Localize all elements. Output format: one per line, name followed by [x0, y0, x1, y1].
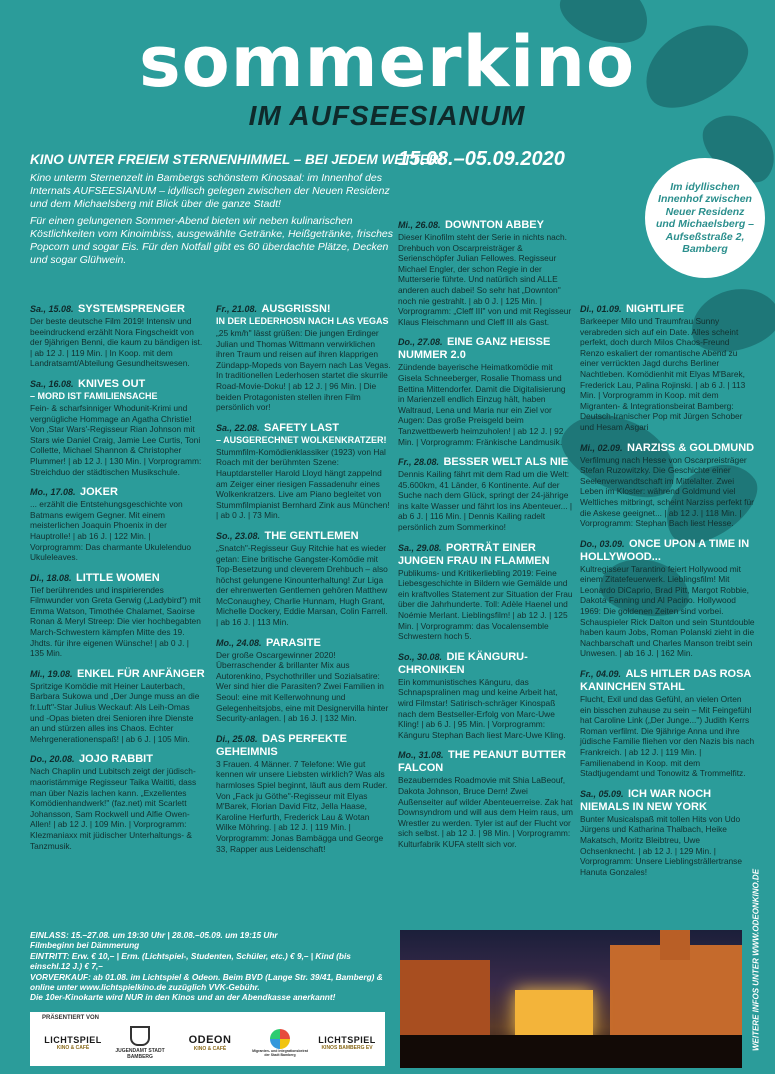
film-heading: [216, 636, 391, 649]
film-date: Fr., 21.08.: [216, 304, 258, 314]
logo-text: LICHTSPIEL: [318, 1035, 376, 1045]
lichtspiel-ev-logo: [312, 1026, 382, 1060]
film-heading: [30, 302, 205, 315]
program-column: [398, 218, 573, 858]
film-date: Sa., 15.08.: [30, 304, 74, 314]
film-entry: [398, 541, 573, 642]
film-title: DOWNTON ABBEY: [444, 219, 544, 231]
sponsor-label: PRÄSENTIERT VON: [42, 1015, 100, 1021]
open-air-cinema-photo: [400, 930, 742, 1068]
film-title: PARASITE: [265, 636, 321, 649]
film-date: Mo., 17.08.: [30, 487, 76, 498]
cinema-screen: [515, 990, 593, 1038]
film-description: Spritzige Komödie mit Heiner Lauterbach, Barbara Sukowa und „Der Junge muss an die fr.Luft"-Star Julius Weckauf: Als Leih-Omas und -Opas bieten drei Senioren ihre Dienste an und stürzen alles ins Chaos. Echter Mehrgenerationenspaß! | ab 6 J. | 105 Min.: [30, 680, 200, 744]
film-description: Flucht, Exil und das Gefühl, an vielen Orten ein bisschen zuhause zu sein – Mit Feingefühl hat Caroline Link („Der Junge...") Judith Kerrs Roman verfilmt. Die 9jährige Anna und ihre jüdische Familie fliehen vor den Nazis bis nach Frankreich. | ab 12 J. | 119 Min. | Familienabend in Koop. mit dem Stadtjugendamt und Tonowitz & Trommelfitz.: [580, 694, 755, 779]
jugendamt-logo: [110, 1026, 170, 1060]
side-info: [746, 870, 766, 1050]
film-entry: [30, 377, 205, 477]
intro-paragraph: Für einen gelungenen Sommer-Abend bieten wir neben kulinarischen Köstlichkeiten vom Kinoimbiss, ausgewählte Getränke, Heißgetränke, frisches Popcorn und sogar Eis. Für den Notfall gibt es 60 überdachte Plätze, Decken und sogar Glühwein.: [30, 215, 393, 266]
film-title: JOJO RABBIT: [78, 753, 153, 766]
film-date: Do., 03.09.: [580, 538, 625, 549]
film-entry: [398, 335, 573, 447]
film-date: Di., 25.08.: [216, 733, 258, 744]
film-description: Kultregisseur Tarantino feiert Hollywood mit einem Zitatefeuerwerk. Lieblingsfilm! Mit Leonardo DiCaprio, Brad Pitt, Margot Robbie, Dakota Fanning und Al Pacino. Hollywood 1969: Die goldenen Zeiten sind vorbei. Schauspieler Rick Dalton und sein Stuntdouble haben kaum Jobs, Roman Polanski zieht in die Nachbarschaft und Charles Manson treibt sein Unwesen. | ab 16 J. | 162 Min.: [580, 563, 755, 659]
film-heading: [30, 377, 205, 390]
program-column: [216, 302, 391, 862]
film-subtitle: – MORD IST FAMILIENSACHE: [30, 390, 158, 401]
film-title: THE GENTLEMEN: [264, 529, 359, 542]
film-date: Do., 20.08.: [30, 754, 75, 765]
film-entry: [216, 636, 391, 724]
film-description: Dennis Kailing fährt mit dem Rad um die Welt: 45.600km, 41 Länder, 6 Kontinente. Auf der Suche nach dem Glück, springt der 24-jährige ins kalte Wasser und fährt los ins Abenteuer... | ab 6 J. | 116 Min. | Dennis Kailing radelt persönlich zum Sommerkino!: [398, 469, 573, 533]
film-heading: [398, 650, 573, 676]
film-date: Mi., 19.08.: [30, 668, 73, 679]
film-date: So., 23.08.: [216, 530, 261, 541]
film-title: ALS HITLER DAS ROSA KANINCHEN STAHL: [580, 668, 751, 694]
film-description: Fein- & scharfsinniger Whodunit-Krimi und vergnügliche Hommage an Agatha Christie! Von ‚Star Wars'-Regisseur Rian Johnson mit Stars wie Daniel Craig, Jamie Lee Curtis, Toni Collette, Michael Shannon & Christopher Plummer! | ab 12 J. | 130 Min. | Vorprogramm: Streichduo der städtischen Musikschule.: [30, 402, 202, 477]
info-line: Die 10er-Kinokarte wird NUR in den Kinos und an der Abendkasse anerkannt!: [30, 992, 336, 1003]
info-line: Filmbeginn bei Dämmerung: [30, 940, 140, 951]
film-description: Verfilmung nach Hesse von Oscarpreisträger Stefan Ruzowitzky. Die Geschichte einer Seelenverwandtschaft im Mittelalter. Zwei Leben im Kloster: während Goldmund viel Weltliches mitbringt, scheint Narziss perfekt für die Askese geeignet... | ab 12 J. | 118 Min. | Vorprogramm: Stephan Bach liest Hesse.: [580, 454, 754, 529]
film-entry: [398, 650, 573, 741]
audience-silhouette: [400, 1035, 742, 1068]
film-entry: [580, 537, 755, 659]
film-title: DAS PERFEKTE GEHEIMNIS: [216, 732, 347, 758]
film-description: Der beste deutsche Film 2019! Intensiv und beeindruckend erzählt Nora Fingscheidt von der 9jährigen Benni, die kaum zu bändigen ist. | ab 12 J. | 119 Min. | In Koop. mit dem Landratsamt/Abteilung Gesundheitswesen.: [30, 316, 203, 369]
film-title: AUSGRISSN!: [261, 303, 331, 315]
film-title: NIGHTLIFE: [625, 303, 685, 315]
location-text: Im idyllischen Innenhof zwischen Neuer Residenz und Michaelsberg – Aufseßstraße 2, Bamberg: [655, 180, 755, 255]
film-heading: [580, 537, 755, 563]
film-description: Bezauberndes Roadmovie mit Shia LaBeouf, Dakota Johnson, Bruce Dern! Zwei Außenseiter auf wilder Abenteuerreise. Zak hat Downsyndrom und will aus dem Heim raus, um Wrestler zu werden. Tyler ist auf der Flucht vor sich selbst. | ab 12 J. | 98 Min. | Vorprogramm: Kulturfabrik KUFA stellt sich vor.: [398, 775, 574, 849]
film-heading: [580, 441, 755, 454]
film-heading: [398, 541, 573, 567]
film-description: Stummfilm-Komödienklassiker (1923) von Hal Roach mit der berühmten Szene: Hauptdarsteller Harold Lloyd hängt zappelnd am Zeiger einer riesigen Fassadenuhr eines Wolkenkratzers. Live am Piano begleitet von Stummfilmpianist Bernhard Zink aus München! | ab 0 J. | 73 Min.: [216, 446, 390, 521]
side-info-text: WEITERE INFOS UNTER WWW.ODEONKINO.DE: [751, 868, 761, 1052]
film-date: Mi., 02.09.: [580, 442, 623, 453]
film-description: Publikums- und Kritikerliebling 2019: Feine Liebesgeschichte in Bildern wie Gemälde und ein kraftvolles Statement zur Situation der Frau über die Jahrhunderte. Toll: Adèle Haenel und Noémie Merlant. Lieblingsfilm! | ab 12 J. | 125 Min. | Vorprogramm: das Vocalensemble Schwestern hoch 5.: [398, 567, 573, 642]
film-description: Nach Chaplin und Lubitsch zeigt der jüdisch-maoristämmige Regisseur Taika Waititi, dass man über Nazis lachen kann. „Exzellentes Komödienhandwerk!" (faz.net) mit Scarlett Johansson, Sam Rockwell und Alfie Owen-Allen! | ab 12 J. | 109 Min. | Vorprogramm: Klezmaniaxx mit jüdischer Unterhaltungs- & Tanzmusik.: [30, 766, 197, 851]
film-entry: [216, 732, 391, 854]
film-title: PORTRÄT EINER JUNGEN FRAU IN FLAMMEN: [398, 541, 550, 567]
film-title: DIE KÄNGURU-CHRONIKEN: [398, 650, 528, 676]
film-description: „25 km/h" lässt grüßen: Die jungen Erdinger Julian und Thomas Wittmann verwirklichen ihren Traum und reisen auf ihren klapprigen Zündapp-Mopeds von Bayern nach Las Vegas. In traditionellen Lederhosen startet die skurrile Road-Movie-Doku! | ab 12 J. | 96 Min. | Die beiden Protagonisten stellen ihren Film persönlich vor!: [216, 328, 391, 413]
sponsor-box: [30, 1012, 385, 1066]
film-description: Dieser Kinofilm steht der Serie in nichts nach. Drehbuch von Oscarpreisträger & Serienschöpfer Julian Fellowes. Regisseur Michael Engler, der schon Regie in der Mutterserie führte. Und natürlich sind ALLE anderen auch dabei! So sehr hat „Downton" noch nie gestrahlt. | ab 0 J. | 125 Min. | Vorprogramm: „Cleff III" von und mit Regisseur Klaus Fleischmann und Cleff III als Gast.: [398, 232, 572, 327]
film-date: Mo., 31.08.: [398, 750, 444, 761]
film-heading: [30, 667, 205, 680]
film-title: SAFETY LAST: [264, 421, 339, 434]
film-entry: [30, 571, 205, 659]
date-range: 15.08.–05.09.2020: [398, 148, 565, 170]
film-date: Fr., 04.09.: [580, 669, 622, 680]
film-date: Sa., 05.09.: [580, 788, 624, 799]
film-heading: [216, 302, 391, 315]
logo-text: ODEON: [188, 1034, 232, 1046]
film-subtitle: – AUSGERECHNET WOLKENKRATZER!: [216, 434, 387, 445]
film-description: Barkeeper Milo und Traumfrau Sunny verabreden sich auf ein Date. Alles scheint perfekt, doch durch Milos Chaos-Freund Renzo eskaliert der romantische Abend zu einer verrückten Jagd durchs Berliner Nachtleben. Komödienhit mit Elyas M'Barek, Frederick Lau, Palina Rojinski. | ab 6 J. | 113 Min. | Vorprogramm in Koop. mit dem Migranten- & Integrationsbeirat Bamberg: Deutsch-Iranischer Pop mit Jürgen Schober und Hesam Asgari: [580, 316, 746, 432]
film-entry: [580, 787, 755, 878]
film-heading: [398, 218, 573, 231]
film-title: KNIVES OUT: [78, 377, 146, 390]
film-heading: [216, 529, 391, 542]
film-heading: [30, 752, 205, 765]
film-date: Fr., 28.08.: [398, 457, 440, 468]
film-title: THE PEANUT BUTTER FALCON: [398, 749, 566, 775]
film-entry: [30, 667, 205, 745]
film-entry: [30, 485, 205, 563]
film-title: ENKEL FÜR ANFÄNGER: [76, 667, 205, 680]
odeon-logo: [175, 1026, 245, 1060]
film-heading: [398, 335, 573, 361]
film-title: ONCE UPON A TIME IN HOLLYWOOD...: [580, 537, 750, 563]
film-title: JOKER: [79, 486, 118, 499]
film-heading: [216, 732, 391, 758]
film-date: Sa., 16.08.: [30, 378, 74, 389]
film-entry: [30, 752, 205, 851]
film-description: ... erzählt die Entstehungsgeschichte von Batmans ewigem Gegner. Mit einem meisterlichen Joaquin Phoenix in der Hauptrolle! | ab 16 J. | 122 Min. | Vorprogramm: Das charmante Ukulelenduo Ukuleleaves.: [30, 499, 192, 563]
film-subtitle: IN DER LEDERHOSN NACH LAS VEGAS: [216, 316, 389, 326]
film-date: Mo., 24.08.: [216, 637, 262, 648]
info-line: EINLASS: 15.–27.08. um 19:30 Uhr | 28.08.–05.09. um 19:15 Uhr: [30, 930, 278, 940]
film-entry: [580, 441, 755, 529]
film-title: EINE GANZ HEISSE NUMMER 2.0: [398, 336, 551, 362]
headline: KINO UNTER FREIEM STERNENHIMMEL – BEI JEDEM WETTER!: [30, 152, 444, 167]
film-title: NARZISS & GOLDMUND: [626, 441, 755, 454]
film-date: Di., 18.08.: [30, 572, 72, 583]
film-entry: [30, 302, 205, 369]
film-entry: [398, 218, 573, 327]
logo-subtext: KINO & CAFÉ: [56, 1045, 90, 1051]
film-heading: [398, 455, 573, 468]
poster-subtitle: IM AUFSEESIANUM: [248, 100, 526, 131]
film-heading: [398, 748, 573, 774]
building-shape: [400, 960, 490, 1040]
logo-subtext: KINO & CAFÉ: [193, 1046, 227, 1052]
film-title: LITTLE WOMEN: [75, 571, 160, 584]
intro-text: [30, 172, 398, 271]
film-entry: [216, 529, 391, 628]
film-description: Der große Oscargewinner 2020! Überraschender & brillanter Mix aus Autorenkino, Psychothriller und Sozialsatire: Wer sind hier die Parasiten? Zwei Familien in Seoul: eine mit Kellerwohnung und Gelegenheitsjobs, eine mit Designervilla hinter Security-anlagen. | ab 16 J. | 132 Min.: [216, 649, 389, 724]
logo-subtext: JUGENDAMT STADT BAMBERG: [115, 1048, 165, 1060]
film-entry: [398, 748, 573, 849]
admission-info: [30, 930, 390, 1003]
film-date: Di., 01.09.: [580, 304, 622, 314]
film-date: Sa., 29.08.: [398, 542, 442, 553]
film-description: Tief berührendes und inspirierendes Filmwunder von Greta Gerwig („Ladybird") mit Emma Watson, Timothée Chalamet, Saoirse Ronan & Meryl Streep: Die vier hochbegabten March-Schwestern kämpfen Mitte des 19. Jhdts. für ihre eigenen Wünsche! | ab 0 J. | 135 Min.: [30, 584, 201, 659]
film-entry: [580, 302, 755, 433]
film-description: 3 Frauen. 4 Männer. 7 Telefone: Wie gut kennen wir unsere Liebsten wirklich? Was als harmloses Spiel beginnt, läuft aus dem Ruder. Von „Fack ju Göthe"-Regisseur mit Elyas M'Barek, Florian David Fitz, Jella Haase, Karoline Herfurth, Frederick Lau & Wotan Wilke Möhring. | ab 12 J. | 119 Min. | Vorprogramm: Jonas Bambägga und George 33, Rapper aus Leidenschaft!: [216, 758, 388, 854]
intro-paragraph: Kino unterm Sternenzelt in Bambergs schönstem Kinosaal: im Innenhof des Internats AUFSEESIANUM – idyllisch gelegen zwischen der Neuen Residenz und dem Michaelsberg mit Blick über die ganze Stadt!: [30, 172, 390, 210]
logo-subtext: Migranten- und Integrationsbeirat der Stadt Bamberg: [252, 1049, 308, 1057]
info-line: EINTRITT: Erw. € 10,– | Erm. (Lichtspiel-, Studenten, Schüler, etc.) € 9,– | Kind (bis einschl.12 J.) € 7,–: [30, 950, 351, 972]
building-shape: [660, 930, 690, 960]
location-badge: [645, 158, 765, 278]
film-entry: [398, 455, 573, 533]
film-title: BESSER WELT ALS NIE: [443, 456, 569, 469]
lichtspiel-logo: [38, 1026, 108, 1060]
film-date: Mi., 26.08.: [398, 220, 441, 230]
poster-title: sommerkino: [138, 21, 636, 103]
film-heading: [580, 787, 755, 813]
film-description: Bunter Musicalspaß mit tollen Hits von Udo Jürgens und Katharina Thalbach, Heike Makatsch, Moritz Bleibtreu, Uwe Ochsenknecht. | ab 12 J. | 129 Min. | Vorprogramm: Unsere Lieblingsträllertranse Hanuta Gonzales!: [580, 813, 742, 877]
film-title: ICH WAR NOCH NIEMALS IN NEW YORK: [580, 787, 712, 813]
film-date: Sa., 22.08.: [216, 422, 260, 433]
film-heading: [580, 302, 755, 315]
film-entry: [580, 667, 755, 779]
film-entry: [216, 421, 391, 521]
film-description: Ein kommunistisches Känguru, das Schnapspralinen mag und keine Arbeit hat, wird Filmstar! Satirisch-schräger Kinospaß nach dem Bestseller-Erfolg von Marc-Uwe Kling! | ab 6 J. | 95 Min. | Vorprogramm: Känguru Stephan Bach liest Marc-Uwe Kling.: [398, 676, 566, 740]
logo-subtext: KINOS BAMBERG EV: [321, 1045, 373, 1051]
film-date: Do., 27.08.: [398, 337, 443, 348]
film-heading: [580, 667, 755, 693]
flower-icon: [270, 1029, 290, 1049]
film-entry: [216, 302, 391, 413]
film-heading: [30, 485, 205, 498]
film-title: SYSTEMSPRENGER: [78, 303, 185, 315]
program-column: [580, 302, 755, 885]
integration-council-logo: [250, 1026, 310, 1060]
film-date: So., 30.08.: [398, 651, 443, 662]
film-heading: [30, 571, 205, 584]
film-description: „Snatch"-Regisseur Guy Ritchie hat es wieder getan: Eine britische Gangster-Komödie mit Top-Besetzung und cleverem Drehbuch – also höchst gelungene Kinounterhaltung! Zur Liga der ehrenwerten Gentlemen gehören Matthew McConaughey, Charlie Hunnam, Hugh Grant, Michelle Dockery, Eddie Marsan, Colin Farrell. | ab 16 J. | 113 Min.: [216, 542, 388, 628]
film-description: Zündende bayerische Heimatkomödie mit Gisela Schneeberger, Rosalie Thomass und Bettina Mittendorfer. Damit die Digitalisierung in Marienzell endlich Einzug hält, haben Waltraud, Lena und Maria nur ein Ziel vor Augen: Das große Preisgeld beim Tanzwettbewerb heimzuholen! | ab 12 J. | 92 Min. | Vorprogramm: Fränkische Landmusik.: [398, 362, 566, 447]
logo-text: LICHTSPIEL: [44, 1035, 102, 1045]
film-heading: [216, 421, 391, 434]
info-line: VORVERKAUF: ab 01.08. im Lichtspiel & Odeon. Beim BVD (Lange Str. 39/41, Bamberg) & online unter www.lichtspielkino.de zuzüglich VVK-Gebühr.: [30, 971, 383, 993]
program-column: [30, 302, 205, 859]
coat-of-arms-icon: [130, 1026, 150, 1046]
